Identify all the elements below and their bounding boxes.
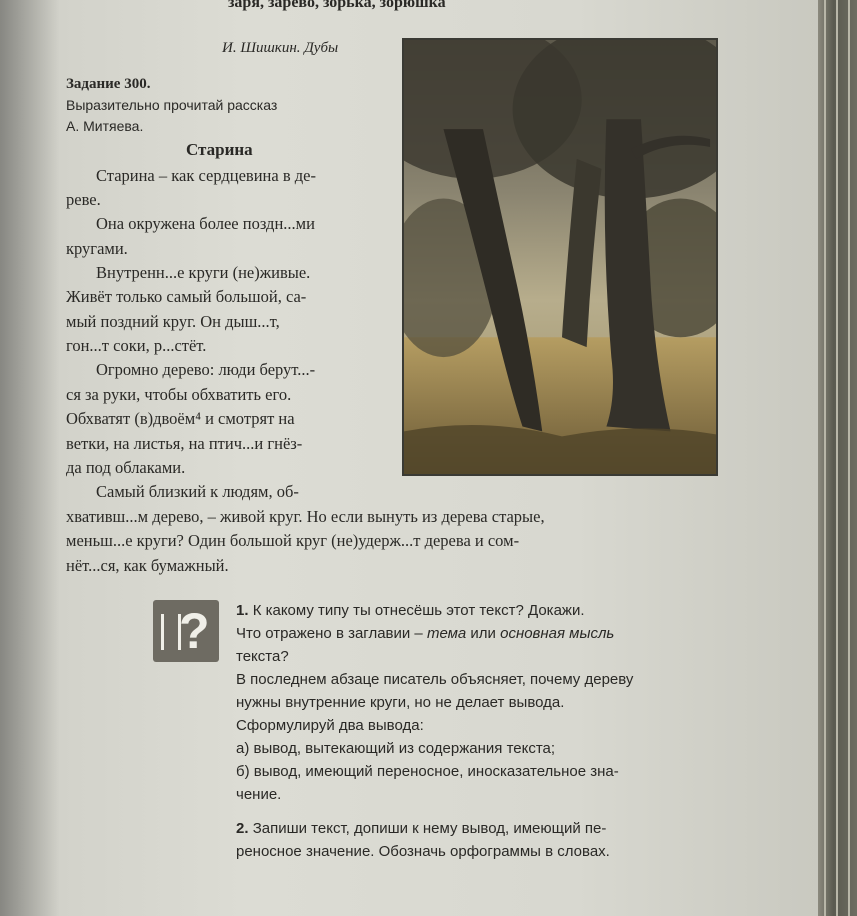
story-line: ветки, на листья, на птич...и гнёз- xyxy=(66,434,303,453)
question-2-line-2: реносное значение. Обозначь орфограммы в словах. xyxy=(236,843,610,860)
story-line: нёт...ся, как бумажный. xyxy=(66,556,229,575)
task-instruction-line-2: А. Митяева. xyxy=(66,118,144,134)
question-mark-icon: ? xyxy=(153,600,219,662)
story-line: мый поздний круг. Он дыш...т, xyxy=(66,312,280,331)
story-line: Старина – как сердцевина в де- xyxy=(96,166,316,185)
story-line: Она окружена более поздн...ми xyxy=(96,214,315,233)
story-line: ся за руки, чтобы обхватить его. xyxy=(66,385,292,404)
story-line: Обхватят (в)двоём⁴ и смотрят на xyxy=(66,409,295,428)
painting-caption: И. Шишкин. Дубы xyxy=(222,40,339,56)
story-line: реве. xyxy=(66,190,101,209)
story-line: Внутренн...е круги (не)живые. xyxy=(96,263,311,282)
question-1-line-8: б) вывод, имеющий переносное, иносказательное зна- xyxy=(236,763,619,780)
story-line: хвативш...м дерево, – живой круг. Но если вынуть из дерева старые, xyxy=(66,507,545,526)
question-1-line-9: чение. xyxy=(236,786,282,803)
story-line: кругами. xyxy=(66,239,128,258)
story-line: меньш...е круги? Один большой круг (не)удерж...т дерева и сом- xyxy=(66,531,520,550)
question-1-line-4: В последнем абзаце писатель объясняет, почему дереву xyxy=(236,671,634,688)
task-instruction-line-1: Выразительно прочитай рассказ xyxy=(66,97,278,113)
spine-shadow xyxy=(0,0,60,916)
story-line: да под облаками. xyxy=(66,458,186,477)
page-edges xyxy=(818,0,857,916)
task-title: Задание 300. xyxy=(66,76,151,92)
story-line: гон...т соки, р...стёт. xyxy=(66,336,207,355)
story-line: Живёт только самый большой, са- xyxy=(66,287,307,306)
question-1-line-7: а) вывод, вытекающий из содержания текста; xyxy=(236,740,556,757)
question-1-line-5: нужны внутренние круги, но не делает вывода. xyxy=(236,694,565,711)
question-1-line-6: Сформулируй два вывода: xyxy=(236,717,424,734)
story-line: Самый близкий к людям, об- xyxy=(96,482,299,501)
story-line: Огромно дерево: люди берут...- xyxy=(96,360,316,379)
top-line-text: заря, зарево, зорька, зорюшка xyxy=(228,0,446,11)
question-1-line-2: Что отражено в заглавии – тема или основная мысль xyxy=(236,625,615,642)
story-title: Старина xyxy=(186,140,253,159)
question-1-line-1: 1. К какому типу ты отнесёшь этот текст? Докажи. xyxy=(236,602,585,619)
oak-painting-illustration xyxy=(402,38,718,476)
question-1-line-3: текста? xyxy=(236,648,289,665)
question-2-line-1: 2. Запиши текст, допиши к нему вывод, имеющий пе- xyxy=(236,820,607,837)
